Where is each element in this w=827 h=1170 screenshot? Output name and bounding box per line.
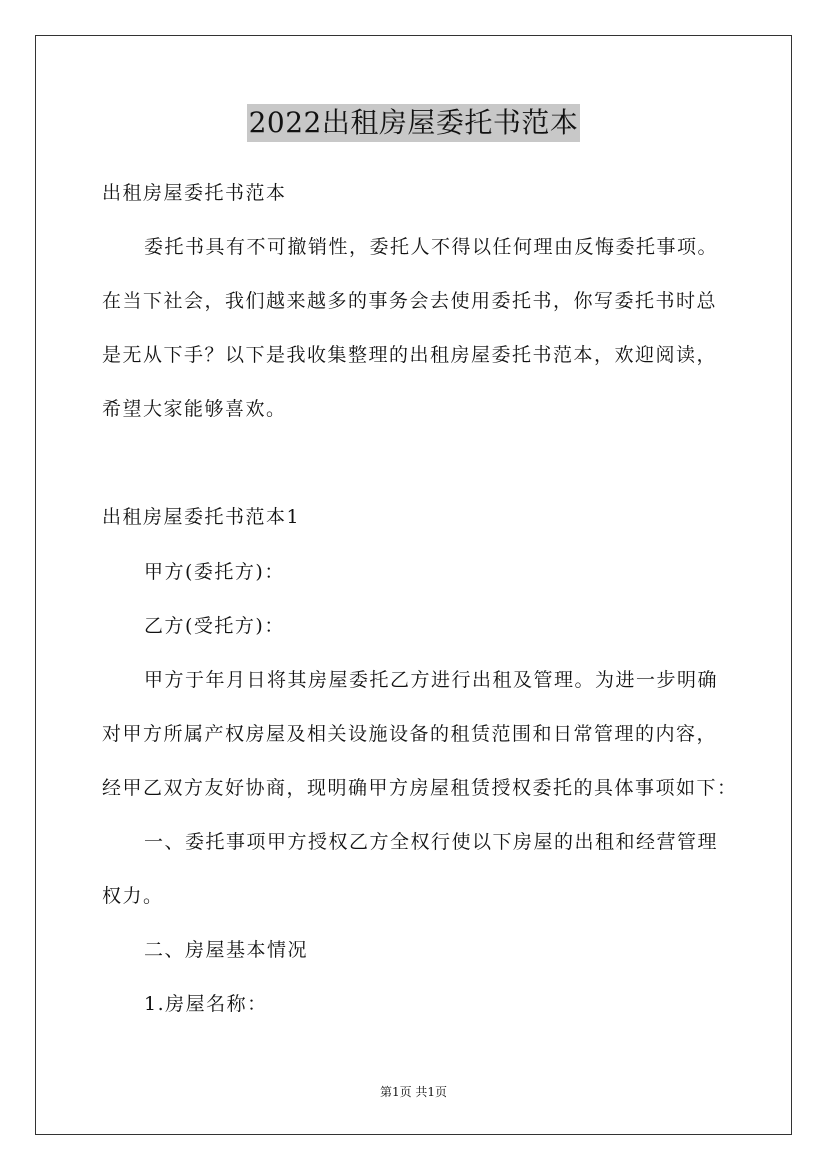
body-line-7: 1.房屋名称：	[144, 993, 268, 1015]
subtitle: 出租房屋委托书范本	[102, 182, 287, 204]
body-line-6: 二、房屋基本情况	[144, 939, 309, 961]
intro-line-2: 在当下社会，我们越来越多的事务会去使用委托书，你写委托书时总	[102, 290, 718, 312]
body-line-4: 一、委托事项甲方授权乙方全权行使以下房屋的出租和经营管理	[144, 831, 719, 853]
body-line-3: 经甲乙双方友好协商，现明确甲方房屋租赁授权委托的具体事项如下：	[102, 777, 738, 799]
title-wrapper	[0, 104, 827, 142]
body-line-2: 对甲方所属产权房屋及相关设施设备的租赁范围和日常管理的内容，	[102, 723, 718, 745]
party-b-line: 乙方(受托方)：	[144, 615, 285, 637]
body-line-1: 甲方于年月日将其房屋委托乙方进行出租及管理。为进一步明确	[144, 669, 719, 691]
body-line-5: 权力。	[102, 885, 164, 907]
party-a-line: 甲方(委托方)：	[144, 561, 285, 583]
document-title: 2022出租房屋委托书范本	[247, 104, 581, 142]
section-heading: 出租房屋委托书范本1	[102, 506, 301, 528]
intro-line-3: 是无从下手？以下是我收集整理的出租房屋委托书范本，欢迎阅读，	[102, 344, 718, 366]
page-footer: 第1页 共1页	[379, 1085, 448, 1099]
intro-line-1: 委托书具有不可撤销性，委托人不得以任何理由反悔委托事项。	[144, 236, 719, 258]
intro-line-4: 希望大家能够喜欢。	[102, 398, 287, 420]
